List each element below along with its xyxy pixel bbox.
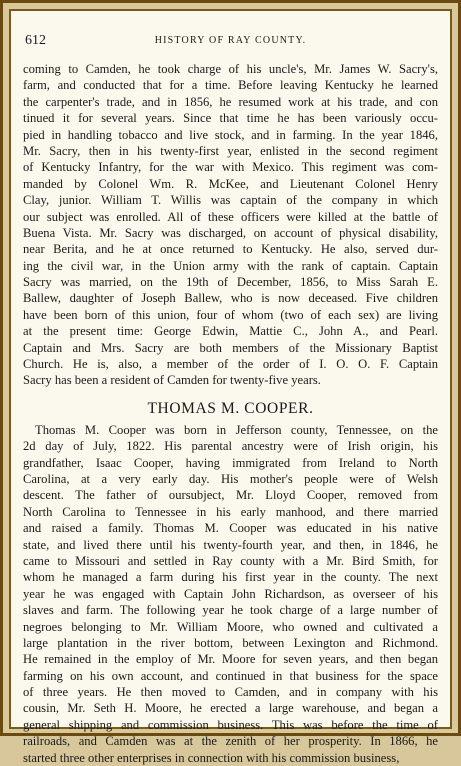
text-line: negroes belonging to Mr. William Moore, who owned and cultivated a — [23, 619, 438, 634]
text-line: of Kentucky Infantry, for the war with Mexico. This regiment was com- — [23, 160, 438, 175]
paragraph-sacry — [23, 61, 438, 389]
text-line: He remained in the employ of Mr. Moore for seven years, and then began — [23, 652, 438, 667]
text-line: state, and lived there until his twenty-fourth year, and then, in 1846, he — [23, 537, 438, 552]
text-line: Thomas M. Cooper was born in Jefferson county, Tennessee, on the — [35, 422, 438, 437]
text-line: Buena Vista. Mr. Sacry was discharged, on account of physical disability, — [23, 225, 438, 240]
text-line: large plantation in the river bottom, between Lexington and Richmond. — [23, 635, 438, 650]
text-line: manded by Colonel Wm. R. McKee, and Lieutenant Colonel Henry — [23, 176, 438, 191]
text-line: Ballew, daughter of Joseph Ballew, who is now deceased. Five children — [23, 291, 438, 306]
text-line: farm, and conducted that for a time. Before leaving Kentucky he learned — [23, 78, 438, 93]
text-line: year he was engaged with Captain John Richardson, as overseer of his — [23, 586, 438, 601]
book-page — [9, 9, 452, 765]
text-line: Clay, junior. William T. Willis was captain of the company in which — [23, 193, 438, 208]
text-line: grandfather, Isaac Cooper, having immigrated from Ireland to North — [23, 455, 438, 470]
text-line: ing the civil war, in the Union army with the rank of captain. Captain — [23, 258, 438, 273]
text-line: Mr. Sacry, then in his twenty-first year, enlisted in the second regiment — [23, 143, 438, 158]
text-line: Sacry has been a resident of Camden for twenty-five years. — [23, 373, 321, 388]
text-line: farming on his own account, and continued in that business for the space — [23, 668, 438, 683]
text-line: descent. The father of oursubject, Mr. Lloyd Cooper, removed from — [23, 488, 438, 503]
running-head: HISTORY OF RAY COUNTY. — [154, 35, 307, 46]
text-line: our subject was enrolled. All of these officers were killed at the battle of — [23, 209, 438, 224]
page-header — [23, 33, 438, 49]
text-line: came to Missouri and settled in Ray county with a Mr. Bird Smith, for — [23, 553, 438, 568]
text-line: of three years. He then moved to Camden, and in company with his — [23, 685, 438, 700]
text-line: whom he managed a farm during his first year in the county. The next — [23, 570, 438, 585]
page-number: 612 — [25, 33, 46, 48]
text-line: coming to Camden, he took charge of his uncle's, Mr. James W. Sacry's, — [23, 62, 438, 76]
text-line: cousin, Mr. Seth H. Moore, he erected a large warehouse, and began a — [23, 701, 438, 716]
text-line: at the present time: George Edwin, Mattie C., John A., and Pearl. — [23, 324, 438, 339]
text-line: 2d day of July, 1822. His parental ancestry were of Irish origin, his — [23, 439, 438, 454]
text-line: started three other enterprises in connection with his commission business, — [23, 750, 400, 765]
text-line: Sacry was married, on the 19th of December, 1856, to Miss Sarah E. — [23, 275, 438, 290]
text-line: North Carolina to Tennessee in his early manhood, and there married — [23, 504, 438, 519]
text-line: pied in handling tobacco and live stock, and in farming. In the year 1846, — [23, 127, 438, 142]
text-line: and raised a family. Thomas M. Cooper was educated in his native — [23, 521, 438, 536]
text-line: slaves and farm. The following year he took charge of a large number of — [23, 603, 438, 618]
paragraph-cooper — [23, 422, 438, 766]
text-line: general shipping and commission business. This was before the time of — [23, 717, 438, 732]
text-line: Captain and Mrs. Sacry are both members of the Missionary Baptist — [23, 340, 438, 355]
text-line: Church. He is, also, a member of the order of I. O. O. F. Captain — [23, 357, 438, 372]
text-line: Carolina, at a very early day. His mother's people were of Welsh — [23, 471, 438, 486]
page-content — [23, 61, 438, 766]
section-title: THOMAS M. COOPER. — [147, 399, 314, 417]
text-line: near Berita, and he at once returned to Kentucky. He also, served dur- — [23, 242, 438, 257]
text-line: railroads, and Camden was at the zenith of her prosperity. In 1866, he — [23, 734, 438, 749]
text-line: have been born of this union, four of whom (two of each sex) are living — [23, 307, 438, 322]
text-line: tinued it for several years. Since that time he has been variously occu- — [23, 111, 438, 126]
text-line: the carpenter's trade, and in 1856, he resumed work at his trade, and con — [23, 94, 438, 109]
